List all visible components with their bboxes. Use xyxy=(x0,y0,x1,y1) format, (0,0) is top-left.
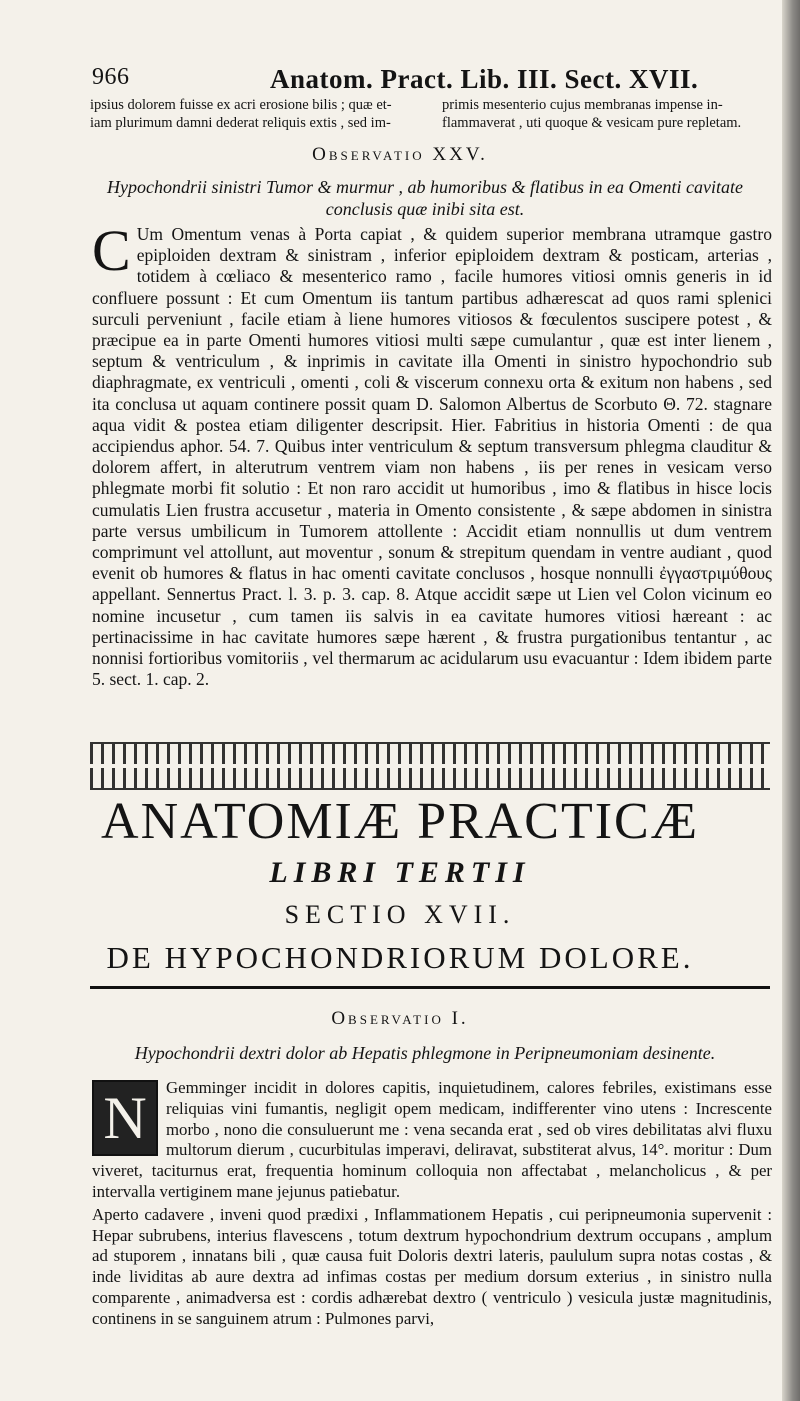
section-number: SECTIO XVII. xyxy=(284,900,516,929)
section-main-title: ANATOMIÆ PRACTICÆ xyxy=(101,793,699,850)
observation-heading: Observatio I. xyxy=(331,1008,469,1029)
observation-heading: Observatio XXV. xyxy=(312,144,488,165)
page-number: 966 xyxy=(92,64,130,90)
horizontal-rule xyxy=(90,986,770,989)
page-edge-shadow xyxy=(782,0,800,1401)
text-line: primis mesenterio cujus membranas impense in- xyxy=(442,97,723,113)
ornamental-divider xyxy=(90,742,770,790)
observation-body xyxy=(92,218,772,690)
section-topic-title: DE HYPOCHONDRIORUM DOLORE. xyxy=(106,940,694,975)
body-paragraph: Um Omentum venas à Porta capiat , & quidem superior membrana utramque gastro epiploiden dextram & sinistram , inferior epiploidem dextram & posticam, arterias , totidem à cœliaco & mesenterico ramo , facile humores vitiosi omnis generis in id confluere possunt : Et cum Omentum iis tantum partibus adhærescat ad quos rami splenici surculi perveniunt , facile etiam à liene humores vitiosos & fœculentos suscipere potest , & præcipue ea in parte Omenti humores vitiosi multi sæpe cumulantur , quæ est inter lienem , septum & ventriculum , & inprimis in cavitate illa Omenti in sinistro hypochondrio sub diaphragmate, ex ventriculi , omenti , coli & viscerum connexu orta & exitum non habens , sed ita conclusa ut aquam continere possit quam D. Salomon Albertus de Scorbuto Θ. 72. stagnare aqua vidit & postea etiam diligenter descripsit. Hier. Fabritius in historia Omenti : de qua accipiendus aphor. 54. 7. Quibus inter ventriculum & septum transversum phlegma clauditur & dolorem affert, in alterutrum ventrem viam non habens , iis per renes in vesicam verso phlegmate morbi fit solutio : Et non raro accidit ut humoribus , imo & flatibus in hisce locis cumulatis Lien frustra accusetur , materia in Omento consistente , & sæpe abdomen in sinistra parte versus umbilicum in Tumorem attollente : Accidit etiam nonnullis ut dum ventrem comprimunt vel attollunt, aut moventur , sonum & strepitum quendam in ventre audiant , quod evenit ob humores & flatus in hac omenti cavitate conclusos , hosque nonnulli ἐγγαστριμύθους appellant. Sennertus Pract. l. 3. p. 3. cap. 8. Atque accidit sæpe ut Lien vel Colon vicinum eo nomine incusetur , cum tamen iis salvis in ea cavitate humores vitiosi hæreant : ac pertinacissime in hac cavitate humores sæpe hærent , & frustra purgationibus tentantur , ac nonnisi fortioribus vomitoriis , vel thermarum ac acidularum usu evacuantur : Idem ibidem parte 5. sect. 1. cap. 2. xyxy=(92,224,772,690)
drop-cap: C xyxy=(92,218,131,283)
text-line: iam plurimum damni dederat reliquis extis , sed im- xyxy=(90,115,391,131)
page-header xyxy=(92,64,752,94)
text-line: ipsius dolorem fuisse ex acri erosione bilis ; quæ et- xyxy=(90,97,392,113)
observation-title: Hypochondrii sinistri Tumor & murmur , ab humoribus & flatibus in ea Omenti cavitate conclusis quæ inibi sita est. xyxy=(106,177,743,219)
text-line: flammaverat , uti quoque & vesicam pure repletam. xyxy=(442,115,742,131)
body-paragraph: Aperto cadavere , inveni quod prædixi , Inflammationem Hepatis , cui peripneumonia supervenit : Hepar subrubens, interius flavescens , totum dextrum hypochondrium dextrum occupans , amplum ad stuporem , innatans bili , quæ causa fuit Doloris dextri lateris, paululum supra notas costas , & inde lividitas ab aure dextra ad infimas costas per medium dorsum exterius , in sinistro nulla comparente , animadversa est : cordis adhærebat dextro ( ventriculo ) vesicula justæ magnitudinis, continens in se sanguinem atrum : Pulmones parvi, xyxy=(92,1204,772,1328)
decorated-initial: N xyxy=(92,1080,158,1156)
observation-body xyxy=(92,1078,772,1330)
column-left xyxy=(90,96,435,132)
column-right xyxy=(442,96,772,132)
body-paragraph: Gemminger incidit in dolores capitis, inquietudinem, calores febriles, existimans esse reliquias vini fumantis, negligit opem medicam, indifferenter vino utens : Increscente morbo , nono die consuluerunt me : vena secanda erat , sed ob vires debilitatas alvi fluxu multorum dierum , cucurbitulas imperavi, deliravat, substiterat alvus, 14°. moritur : Dum viveret, taciturnus erat, frequentia hominum colloquia non affectabat , melancholicus , & per intervalla vertiginem mane jejunus patiebatur. xyxy=(92,1078,772,1201)
observation-title: Hypochondrii dextri dolor ab Hepatis phlegmone in Peripneumoniam desinente. xyxy=(134,1043,716,1063)
section-subtitle: LIBRI TERTII xyxy=(269,856,531,889)
running-title: Anatom. Pract. Lib. III. Sect. XVII. xyxy=(270,64,699,94)
